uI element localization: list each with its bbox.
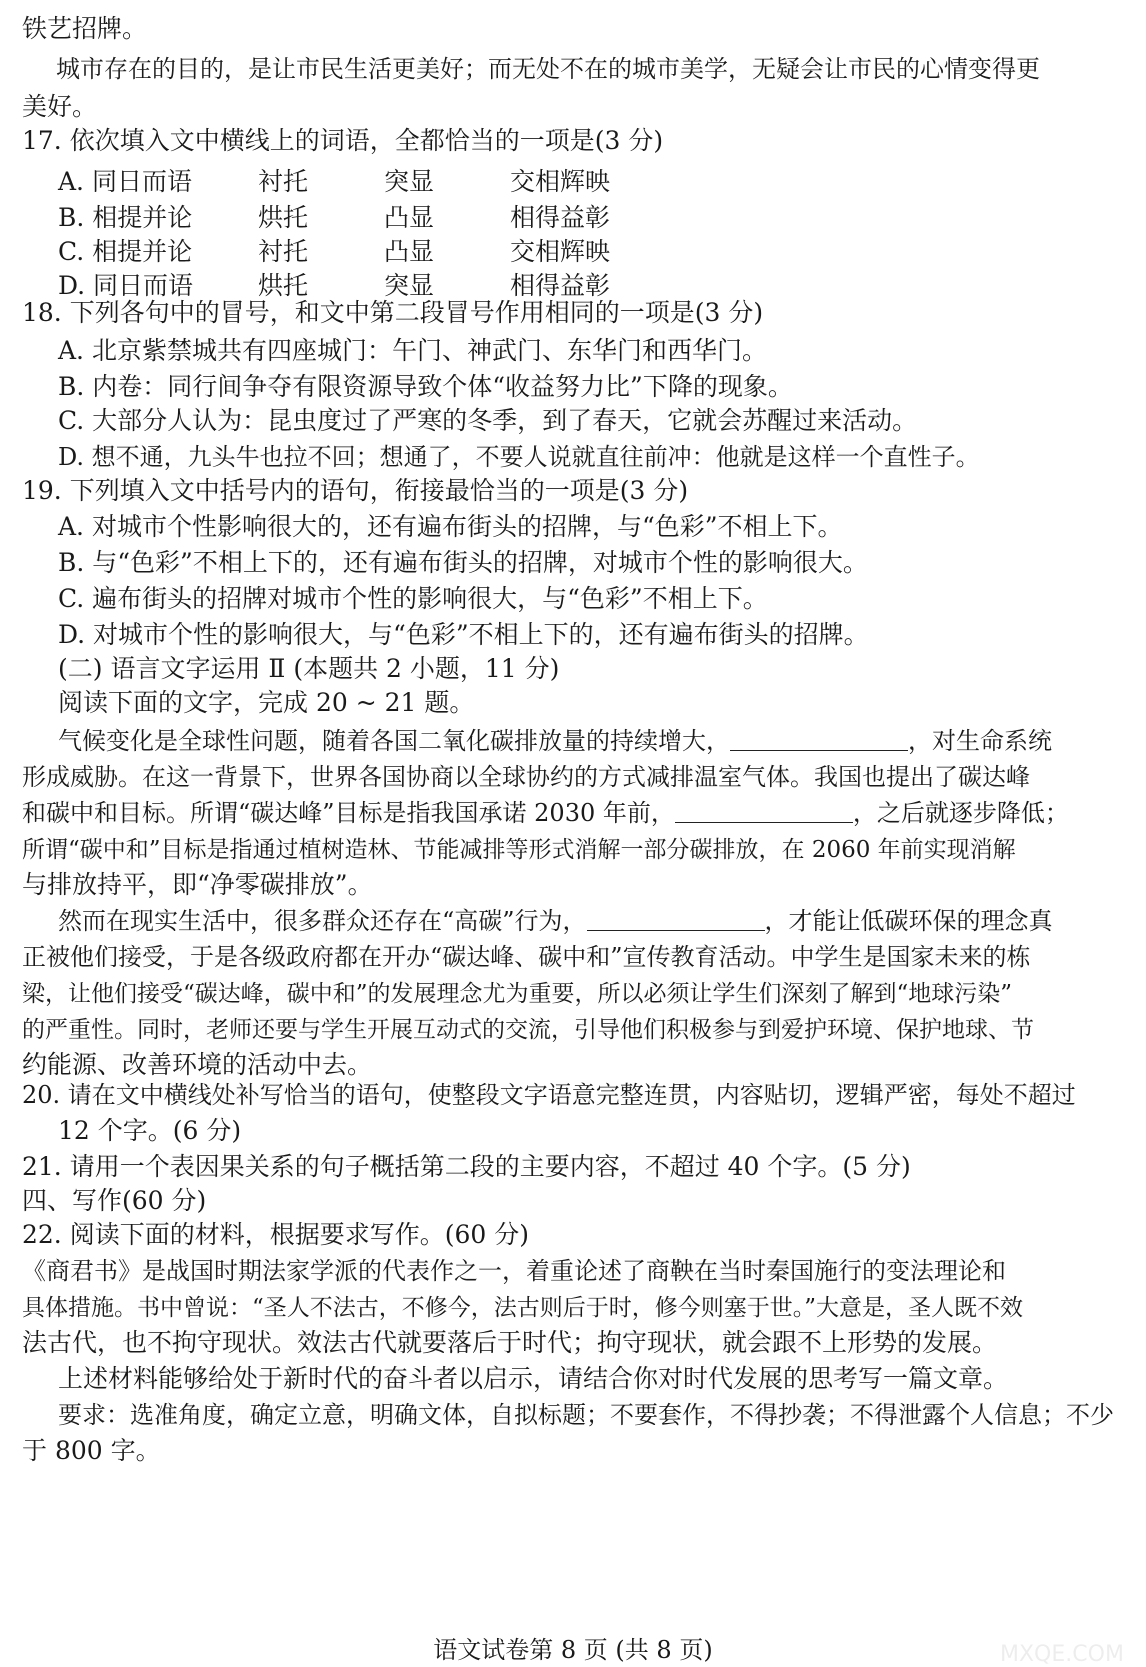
option-d-word4: 相得益彰: [510, 271, 611, 300]
paragraph-text: 城市存在的目的，是让市民生活更美好；而无处不在的城市美学，无疑会让市民的心情变得更: [56, 55, 1040, 83]
text-line: [22, 94, 1146, 119]
question-19-option-d: D. 对城市个性的影响很大，与“色彩”不相上下的，还有遍布街头的招牌。: [58, 620, 869, 649]
section-heading: 四、写作(60 分): [22, 1186, 207, 1215]
question-22-stem: 22. 阅读下面的材料，根据要求写作。(60 分): [22, 1220, 529, 1249]
option-d-word2: 烘托: [258, 271, 309, 300]
material-line: 上述材料能够给处于新时代的奋斗者以启示，请结合你对时代发展的思考写一篇文章。: [58, 1364, 1009, 1393]
question-19-option-a: A. 对城市个性影响很大的，还有遍布街头的招牌，与“色彩”不相上下。: [58, 512, 843, 541]
option-c-word3: 凸显: [384, 237, 435, 266]
passage-line: 和碳中和目标。所谓“碳达峰”目标是指我国承诺 2030 年前， ，之后就逐步降低；: [22, 799, 1069, 827]
fill-blank-1[interactable]: [730, 728, 908, 751]
requirement-line: 于 800 字。: [22, 1436, 161, 1465]
fill-blank-2[interactable]: [675, 800, 853, 823]
option-c-word2: 衬托: [258, 237, 309, 266]
option-d-word1: D. 同日而语: [58, 271, 194, 300]
option-a-word4: 交相辉映: [510, 167, 611, 196]
option-a-word3: 突显: [384, 167, 435, 196]
question-21-stem: 21. 请用一个表因果关系的句子概括第二段的主要内容，不超过 40 个字。(5 分): [22, 1152, 911, 1181]
passage-line: 约能源、改善环境的活动中去。: [22, 1050, 373, 1079]
question-17-stem: 17. 依次填入文中横线上的词语，全都恰当的一项是(3 分): [22, 126, 664, 155]
question-20-stem: 20. 请在文中横线处补写恰当的语句，使整段文字语意完整连贯，内容贴切，逻辑严密，每处不超过: [22, 1081, 1076, 1109]
passage-line: 梁，让他们接受“碳达峰，碳中和”的发展理念尤为重要，所以必须让学生们深刻了解到“地球污染”: [22, 981, 1013, 1007]
question-18-option-b: B. 内卷：同行间争夺有限资源导致个体“收益努力比”下降的现象。: [58, 372, 793, 401]
question-19-option-c: C. 遍布街头的招牌对城市个性的影响很大，与“色彩”不相上下。: [58, 584, 768, 613]
option-b-word1: B. 相提并论: [58, 203, 193, 232]
question-18-option-d: D. 想不通，九头牛也拉不回；想通了，不要人说就直往前冲：他就是这样一个直性子。: [58, 443, 980, 471]
option-b-word4: 相得益彰: [510, 203, 611, 232]
paragraph-text: 美好。: [22, 92, 98, 121]
material-line: 《商君书》是战国时期法家学派的代表作之一，着重论述了商鞅在当时秦国施行的变法理论和: [22, 1257, 1006, 1285]
requirement-line: 要求：选准角度，确定立意，明确文体，自拟标题；不要套作，不得抄袭；不得泄露个人信息；不少: [58, 1401, 1114, 1429]
text-line: [22, 16, 1146, 41]
question-20-stem-cont: 12 个字。(6 分): [58, 1116, 242, 1145]
passage-line: 的严重性。同时，老师还要与学生开展互动式的交流，引导他们积极参与到爱护环境、保护地球、节: [22, 1017, 1034, 1043]
question-18-stem: 18. 下列各句中的冒号，和文中第二段冒号作用相同的一项是(3 分): [22, 298, 764, 327]
passage-line: 所谓“碳中和”目标是指通过植树造林、节能减排等形式消解一部分碳排放，在 2060 年前实现消解: [22, 837, 1016, 863]
option-d-word3: 突显: [384, 271, 435, 300]
question-19-stem: 19. 下列填入文中括号内的语句，衔接最恰当的一项是(3 分): [22, 476, 689, 505]
option-a-word2: 衬托: [258, 167, 309, 196]
option-b-word3: 凸显: [384, 203, 435, 232]
text-line: [22, 56, 1146, 81]
passage-line: 形成威胁。在这一背景下，世界各国协商以全球协约的方式减排温室气体。我国也提出了碳达峰: [22, 763, 1030, 791]
passage-line: 然而在现实生活中，很多群众还存在“高碳”行为， ，才能让低碳环保的理念真: [58, 907, 1053, 935]
page-footer: 语文试卷第 8 页 (共 8 页): [433, 1636, 713, 1664]
question-18-option-a: A. 北京紫禁城共有四座城门：午门、神武门、东华门和西华门。: [58, 336, 767, 365]
question-19-option-b: B. 与“色彩”不相上下的，还有遍布街头的招牌，对城市个性的影响很大。: [58, 548, 868, 577]
section-heading: (二) 语言文字运用 Ⅱ (本题共 2 小题，11 分): [58, 654, 560, 683]
option-a-word1: A. 同日而语: [58, 167, 192, 196]
passage-line: 与排放持平，即“净零碳排放”。: [22, 870, 373, 899]
material-line: 法古代，也不拘守现状。效法古代就要落后于时代；拘守现状，就会跟不上形势的发展。: [22, 1328, 998, 1357]
fill-blank-3[interactable]: [587, 908, 765, 931]
option-c-word1: C. 相提并论: [58, 237, 193, 266]
question-18-option-c: C. 大部分人认为：昆虫度过了严寒的冬季，到了春天，它就会苏醒过来活动。: [58, 406, 918, 435]
material-line: 具体措施。书中曾说：“圣人不法古，不修今，法古则后于时，修今则塞于世。”大意是，圣人既不效: [22, 1295, 1024, 1321]
reading-instruction: 阅读下面的文字，完成 20 ~ 21 题。: [58, 688, 475, 717]
option-c-word4: 交相辉映: [510, 237, 611, 266]
continuation-text: 铁艺招牌。: [22, 14, 148, 43]
passage-line: 正被他们接受，于是各级政府都在开办“碳达峰、碳中和”宣传教育活动。中学生是国家未来的栋: [22, 943, 1031, 971]
passage-line: 气候变化是全球性问题，随着各国二氧化碳排放量的持续增大， ，对生命系统: [58, 727, 1052, 755]
option-b-word2: 烘托: [258, 203, 309, 232]
watermark: MXQE.COM: [1000, 1642, 1124, 1667]
